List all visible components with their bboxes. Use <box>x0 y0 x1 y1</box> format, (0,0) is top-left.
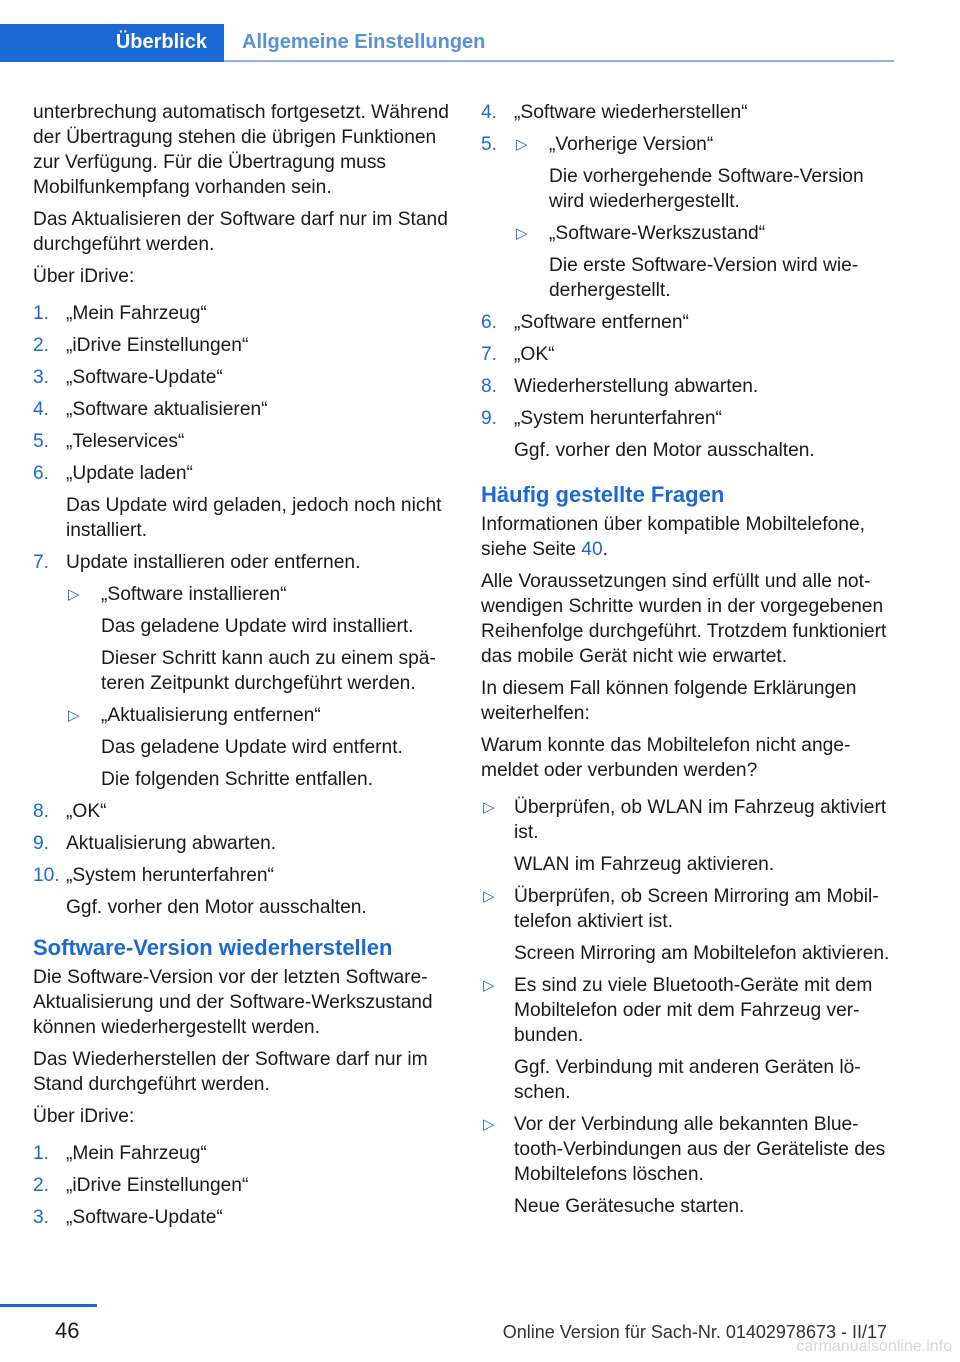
header-rule <box>224 60 894 62</box>
paragraph: Informationen über kompatible Mobiltelefone, siehe Seite 40. <box>481 514 865 560</box>
paragraph: Das Aktualisieren der Software darf nur im Stand durchgeführt werden. <box>33 209 448 255</box>
right-column <box>481 100 899 1226</box>
list-item: 10. „System herunterfahren“ Ggf. vorher den Motor ausschalten. <box>33 865 367 918</box>
list-item: 7. „OK“ <box>481 344 555 365</box>
paragraph: Über iDrive: <box>33 266 135 287</box>
restore-steps-list-continued <box>481 100 899 463</box>
list-item: 9. Aktualisierung abwarten. <box>33 833 277 854</box>
list-item: 6. „Update laden“ Das Update wird geladen, jedoch noch nicht installiert. <box>33 463 442 541</box>
paragraph: Warum konnte das Mobiltelefon nicht angemeldet oder verbunden werden? <box>481 735 851 781</box>
sub-list-item: ▷ „Aktualisierung entfernen“ Das geladene Update wird entfernt. Die folgenden Schritte entfallen. <box>68 705 403 790</box>
triangle-bullet-icon: ▷ <box>483 1116 495 1133</box>
list-item: 2. „iDrive Einstellungen“ <box>33 335 249 356</box>
list-item: 3. „Software-Update“ <box>33 367 223 388</box>
tab-allgemeine-einstellungen[interactable]: Allgemeine Einstellungen <box>242 31 486 53</box>
triangle-bullet-icon: ▷ <box>483 888 495 905</box>
paragraph: Über iDrive: <box>33 1106 135 1127</box>
left-column <box>33 100 453 1237</box>
list-item: 5. „Teleservices“ <box>33 431 185 452</box>
page-header <box>0 0 960 62</box>
list-item: 2. „iDrive Einstellungen“ <box>33 1175 249 1196</box>
footer-rule <box>0 1304 97 1307</box>
page-reference-link[interactable]: 40 <box>581 539 603 560</box>
paragraph: In diesem Fall können folgende Erklärungen weiterhelfen: <box>481 678 857 724</box>
watermark: carmanualsonline.info <box>796 1338 952 1355</box>
section-heading: Häufig gestellte Fragen <box>481 482 725 507</box>
triangle-bullet-icon: ▷ <box>68 586 80 603</box>
triangle-bullet-icon: ▷ <box>483 799 495 816</box>
sub-list <box>66 582 453 792</box>
triangle-bullet-icon: ▷ <box>68 707 80 724</box>
sub-list <box>514 132 899 303</box>
triangle-bullet-icon: ▷ <box>516 136 528 153</box>
paragraph: Alle Voraussetzungen sind erfüllt und alle notwendigen Schritte wurden in der vorgegebenen Reihenfolge durchgeführt. Trotzdem funktioniert das mobile Gerät nicht wie erwartet. <box>481 571 887 667</box>
paragraph: unterbrechung automatisch fortgesetzt. Während der Übertragung stehen die übrigen Funktionen zur Verfügung. Für die Übertragung muss Mobilfunkempfang vorhanden sein. <box>33 102 449 198</box>
list-item: 8. „OK“ <box>33 801 107 822</box>
triangle-bullet-icon: ▷ <box>516 225 528 242</box>
list-item: ▷ Vor der Verbindung alle bekannten Bluetooth-Verbindungen aus der Geräteliste des Mobiltelefons löschen. Neue Gerätesuche starten. <box>483 1114 886 1217</box>
sub-list-item: ▷ „Software-Werkszustand“ Die erste Software-Version wird wiederhergestellt. <box>516 223 859 301</box>
page-number: 46 <box>55 1318 80 1343</box>
list-item: 1. „Mein Fahrzeug“ <box>33 303 207 324</box>
list-item: 1. „Mein Fahrzeug“ <box>33 1143 207 1164</box>
list-item: ▷ Überprüfen, ob Screen Mirroring am Mobiltelefon aktiviert ist. Screen Mirroring am Mobiltelefon aktivieren. <box>483 886 890 964</box>
list-item: 8. Wiederherstellung abwarten. <box>481 376 759 397</box>
list-item: ▷ Es sind zu viele Bluetooth-Geräte mit dem Mobiltelefon oder mit dem Fahrzeug verbunden. Ggf. Verbindung mit anderen Geräten löschen. <box>483 975 873 1103</box>
list-item: ▷ Überprüfen, ob WLAN im Fahrzeug aktiviert ist. WLAN im Fahrzeug aktivieren. <box>483 797 887 875</box>
tab-ueberblick[interactable] <box>0 24 224 62</box>
online-version-text: Online Version für Sach-Nr. 01402978673 - II/17 <box>502 1322 887 1342</box>
list-item: 4. „Software wiederherstellen“ <box>481 102 748 123</box>
tab-ueberblick-label: Überblick <box>115 31 207 53</box>
list-item: 9. „System herunterfahren“ Ggf. vorher den Motor ausschalten. <box>481 408 815 461</box>
update-steps-list <box>33 301 453 920</box>
paragraph: Das Wiederherstellen der Software darf nur im Stand durchgeführt werden. <box>33 1049 428 1095</box>
sub-list-item: ▷ „Vorherige Version“ Die vorhergehende Software-Version wird wiederhergestellt. <box>516 134 864 212</box>
sub-list-item: ▷ „Software installieren“ Das geladene Update wird installiert. Dieser Schritt kann auch zu einem späteren Zeitpunkt durchgeführt werden. <box>68 584 436 694</box>
restore-steps-list <box>33 1141 453 1230</box>
list-item: 4. „Software aktualisieren“ <box>33 399 268 420</box>
faq-bullet-list <box>481 795 899 1219</box>
list-item: 3. „Software-Update“ <box>33 1207 223 1228</box>
list-item: 5. ▷ „Vorherige Version“ Die vorhergehende Software-Version wird wiederhergestellt. ▷ „Software-Werkszustand“ Die erste Software-Version wird wiederhergestellt. <box>481 132 899 303</box>
list-item: 7. Update installieren oder entfernen. ▷ „Software installieren“ Das geladene Update wird installiert. Dieser Schritt kann auch zu einem späteren Zeitpunkt durchgeführt werden. ▷ „Aktualisierung entfernen“ Das geladene Update wird entfernt. Die folgenden Schritte entfallen. <box>33 550 453 792</box>
paragraph: Die Software-Version vor der letzten Software-Aktualisierung und der Software-Werkszustand können wiederhergestellt werden. <box>33 967 433 1038</box>
triangle-bullet-icon: ▷ <box>483 977 495 994</box>
list-item: 6. „Software entfernen“ <box>481 312 689 333</box>
section-heading: Software-Version wiederherstellen <box>33 935 393 960</box>
